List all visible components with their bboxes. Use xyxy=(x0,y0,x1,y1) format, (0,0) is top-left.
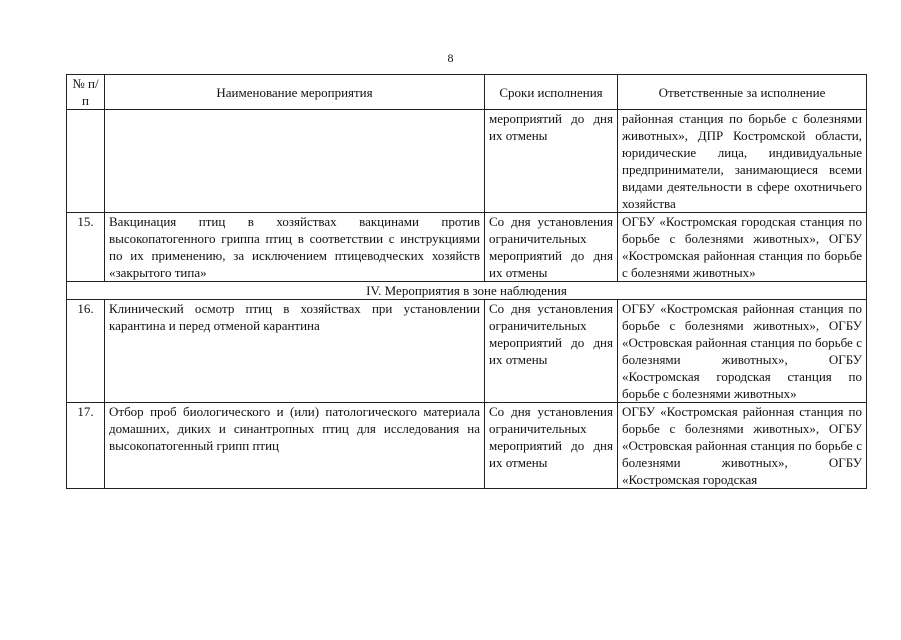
row-responsible: районная станция по борьбе с болезнями животных», ДПР Костромской области, юридические лица, индивидуальные предприниматели, занимающиеся всеми видами деятельности в сфере охотничьего хозяйства xyxy=(618,110,867,213)
page-number: 8 xyxy=(447,51,454,65)
row-num: 15. xyxy=(67,213,105,282)
header-num: № п/п xyxy=(67,75,105,110)
row-num xyxy=(67,110,105,213)
table-row xyxy=(67,213,867,282)
section-title: IV. Мероприятия в зоне наблюдения xyxy=(67,282,867,300)
table-header-row xyxy=(67,75,867,110)
header-name: Наименование мероприятия xyxy=(105,75,485,110)
header-deadline: Сроки исполнения xyxy=(485,75,618,110)
section-row xyxy=(67,282,867,300)
row-num: 16. xyxy=(67,300,105,403)
row-responsible: ОГБУ «Костромская районная станция по борьбе с болезнями животных», ОГБУ «Островская районная станция по борьбе с болезнями животных», ОГБУ «Костромская городская xyxy=(618,403,867,489)
table-row xyxy=(67,110,867,213)
row-deadline: мероприятий до дня их отмены xyxy=(485,110,618,213)
row-name xyxy=(105,110,485,213)
row-name: Отбор проб биологического и (или) патологического материала домашних, диких и синантропных птиц для исследования на высокопатогенный грипп птиц xyxy=(105,403,485,489)
row-responsible: ОГБУ «Костромская районная станция по борьбе с болезнями животных», ОГБУ «Островская районная станция по борьбе с болезнями животных», ОГБУ «Костромская городская станция по борьбе с болезнями животных» xyxy=(618,300,867,403)
row-num: 17. xyxy=(67,403,105,489)
row-responsible: ОГБУ «Костромская городская станция по борьбе с болезнями животных», ОГБУ «Костромская районная станция по борьбе с болезнями животных» xyxy=(618,213,867,282)
header-responsible: Ответственные за исполнение xyxy=(618,75,867,110)
row-name: Клинический осмотр птиц в хозяйствах при установлении карантина и перед отменой карантина xyxy=(105,300,485,403)
row-deadline: Со дня установления ограничительных мероприятий до дня их отмены xyxy=(485,403,618,489)
table-row xyxy=(67,300,867,403)
row-deadline: Со дня установления ограничительных мероприятий до дня их отмены xyxy=(485,300,618,403)
row-name: Вакцинация птиц в хозяйствах вакцинами против высокопатогенного гриппа птиц в соответствии с инструкциями по их применению, за исключением птицеводческих хозяйств «закрытого типа» xyxy=(105,213,485,282)
measures-table xyxy=(66,74,867,489)
row-deadline: Со дня установления ограничительных мероприятий до дня их отмены xyxy=(485,213,618,282)
table-row xyxy=(67,403,867,489)
